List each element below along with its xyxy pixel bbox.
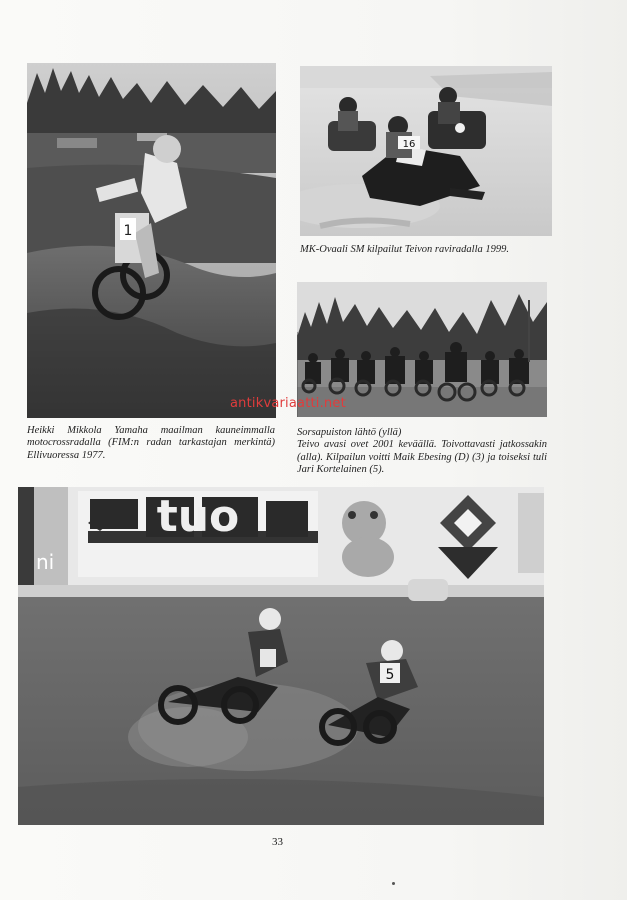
speedway-riders-photo [18, 487, 544, 825]
motocross-caption-line-1: Heikki Mikkola Yamaha maailman kauneimmalla [27, 425, 275, 436]
snowmobile-race-photo [300, 66, 552, 236]
motocross-caption-line-2: motocrossradalla (FIM:n radan tarkastajan merkintä) [27, 437, 275, 449]
start-caption-line-1: Sorsapuiston lähtö (yllä) [297, 427, 402, 438]
snowmobile-plate-number: 16 [402, 139, 416, 150]
start-caption-line-3: (alla). Kilpailun voitti Maik Ebesing (D) (3) ja toiseksi tuli [297, 451, 547, 463]
start-caption-line-2: Teivo avasi ovet 2001 keväällä. Toivottavasti jatkossakin [297, 439, 547, 451]
motocross-caption [27, 425, 275, 462]
snowmobile-photo [300, 66, 552, 236]
snowmobile-caption [300, 244, 509, 256]
svg-text:1: 1 [123, 223, 133, 239]
watermark: antikvariaatti.net [230, 396, 346, 411]
start-caption-line-4: Jari Kortelainen (5). [297, 464, 385, 476]
motocross-photo [27, 63, 276, 418]
motocross-caption-line-3: Ellivuoressa 1977. [27, 449, 106, 461]
wall-side-text: ni [36, 550, 55, 574]
rider-number: 5 [385, 667, 395, 683]
banner-text: tuo [156, 491, 240, 542]
dust-speck [392, 882, 395, 885]
snowmobile-caption-text: MK-Ovaali SM kilpailut Teivon raviradalla 1999. [300, 244, 510, 255]
start-caption [297, 427, 547, 477]
page-number: 33 [272, 836, 283, 848]
motocross-rider-photo [27, 63, 276, 418]
speedway-photo [18, 487, 544, 825]
